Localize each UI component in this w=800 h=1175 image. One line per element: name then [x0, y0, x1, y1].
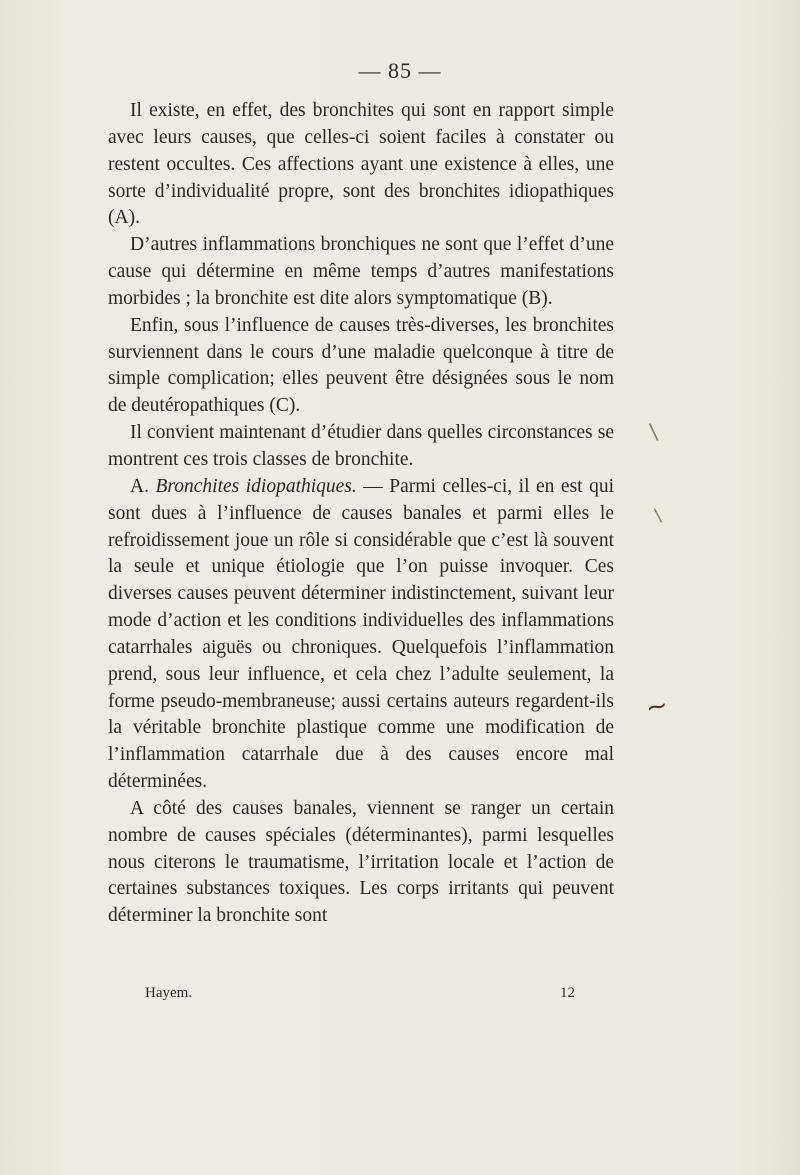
text-run: D’autres inflammations bronchiques ne sont que l’effet d’une cause qui détermine en même temps d’autres manifestations morbides ; la bronchite est dite alors symptomatique (B). [108, 234, 614, 309]
paragraph [108, 420, 614, 474]
italic-heading: Bronchites idiopathiques. [155, 475, 357, 497]
margin-ink-mark: ~ [643, 690, 671, 724]
margin-pencil-mark: \ [653, 504, 663, 527]
paragraph [108, 796, 614, 930]
footer-signature: 12 [560, 985, 575, 1001]
paragraph [108, 232, 614, 313]
paragraph [108, 98, 614, 232]
paragraph [108, 313, 614, 420]
text-run: Enfin, sous l’influence de causes très-diverses, les bronchites surviennent dans le cours d’une maladie quelconque à titre de simple complication; elles peuvent être désignées sous le nom de deutéropathiques (C). [108, 314, 614, 417]
text-run: A. [130, 475, 156, 497]
text-run: Il existe, en effet, des bronchites qui sont en rapport simple avec leurs causes, que celles-ci soient faciles à constater ou restent occultes. Ces affections ayant une existence à elles, une sorte d’individualité propre, sont des bronchites idiopathiques (A). [108, 100, 614, 229]
text-run: — Parmi celles-ci, il en est qui sont dues à l’influence de causes banales et parmi elles le refroidissement joue un rôle si considérable que c’est là souvent la seule et unique étiologie que l’on puisse invoquer. Ces diverses causes peuvent déterminer indistinctement, suivant leur mode d’action et les conditions individuelles des inflammations catarrhales aiguës ou chroniques. Quelquefois l’inflammation prend, sous leur influence, et cela chez l’adulte seulement, la forme pseudo-membraneuse; aussi certains auteurs regardent-ils la véritable bronchite plastique comme une modification de l’inflammation catarrhale due à des causes encore mal déterminées. [108, 475, 614, 793]
text-run: A côté des causes banales, viennent se ranger un certain nombre de causes spéciales (déterminantes), parmi lesquelles nous citerons le traumatisme, l’irritation locale et l’action de certaines substances toxiques. Les corps irritants qui peuvent déterminer la bronchite sont [108, 797, 614, 927]
paragraph [108, 474, 614, 796]
footer-author: Hayem. [145, 985, 193, 1001]
text-run: Il convient maintenant d’étudier dans quelles circonstances se montrent ces trois classes de bronchite. [108, 422, 614, 470]
page-number: — 85 — [358, 58, 442, 83]
body-text [108, 98, 614, 930]
page-footer [145, 985, 575, 1002]
margin-pencil-mark: \ [648, 419, 660, 446]
